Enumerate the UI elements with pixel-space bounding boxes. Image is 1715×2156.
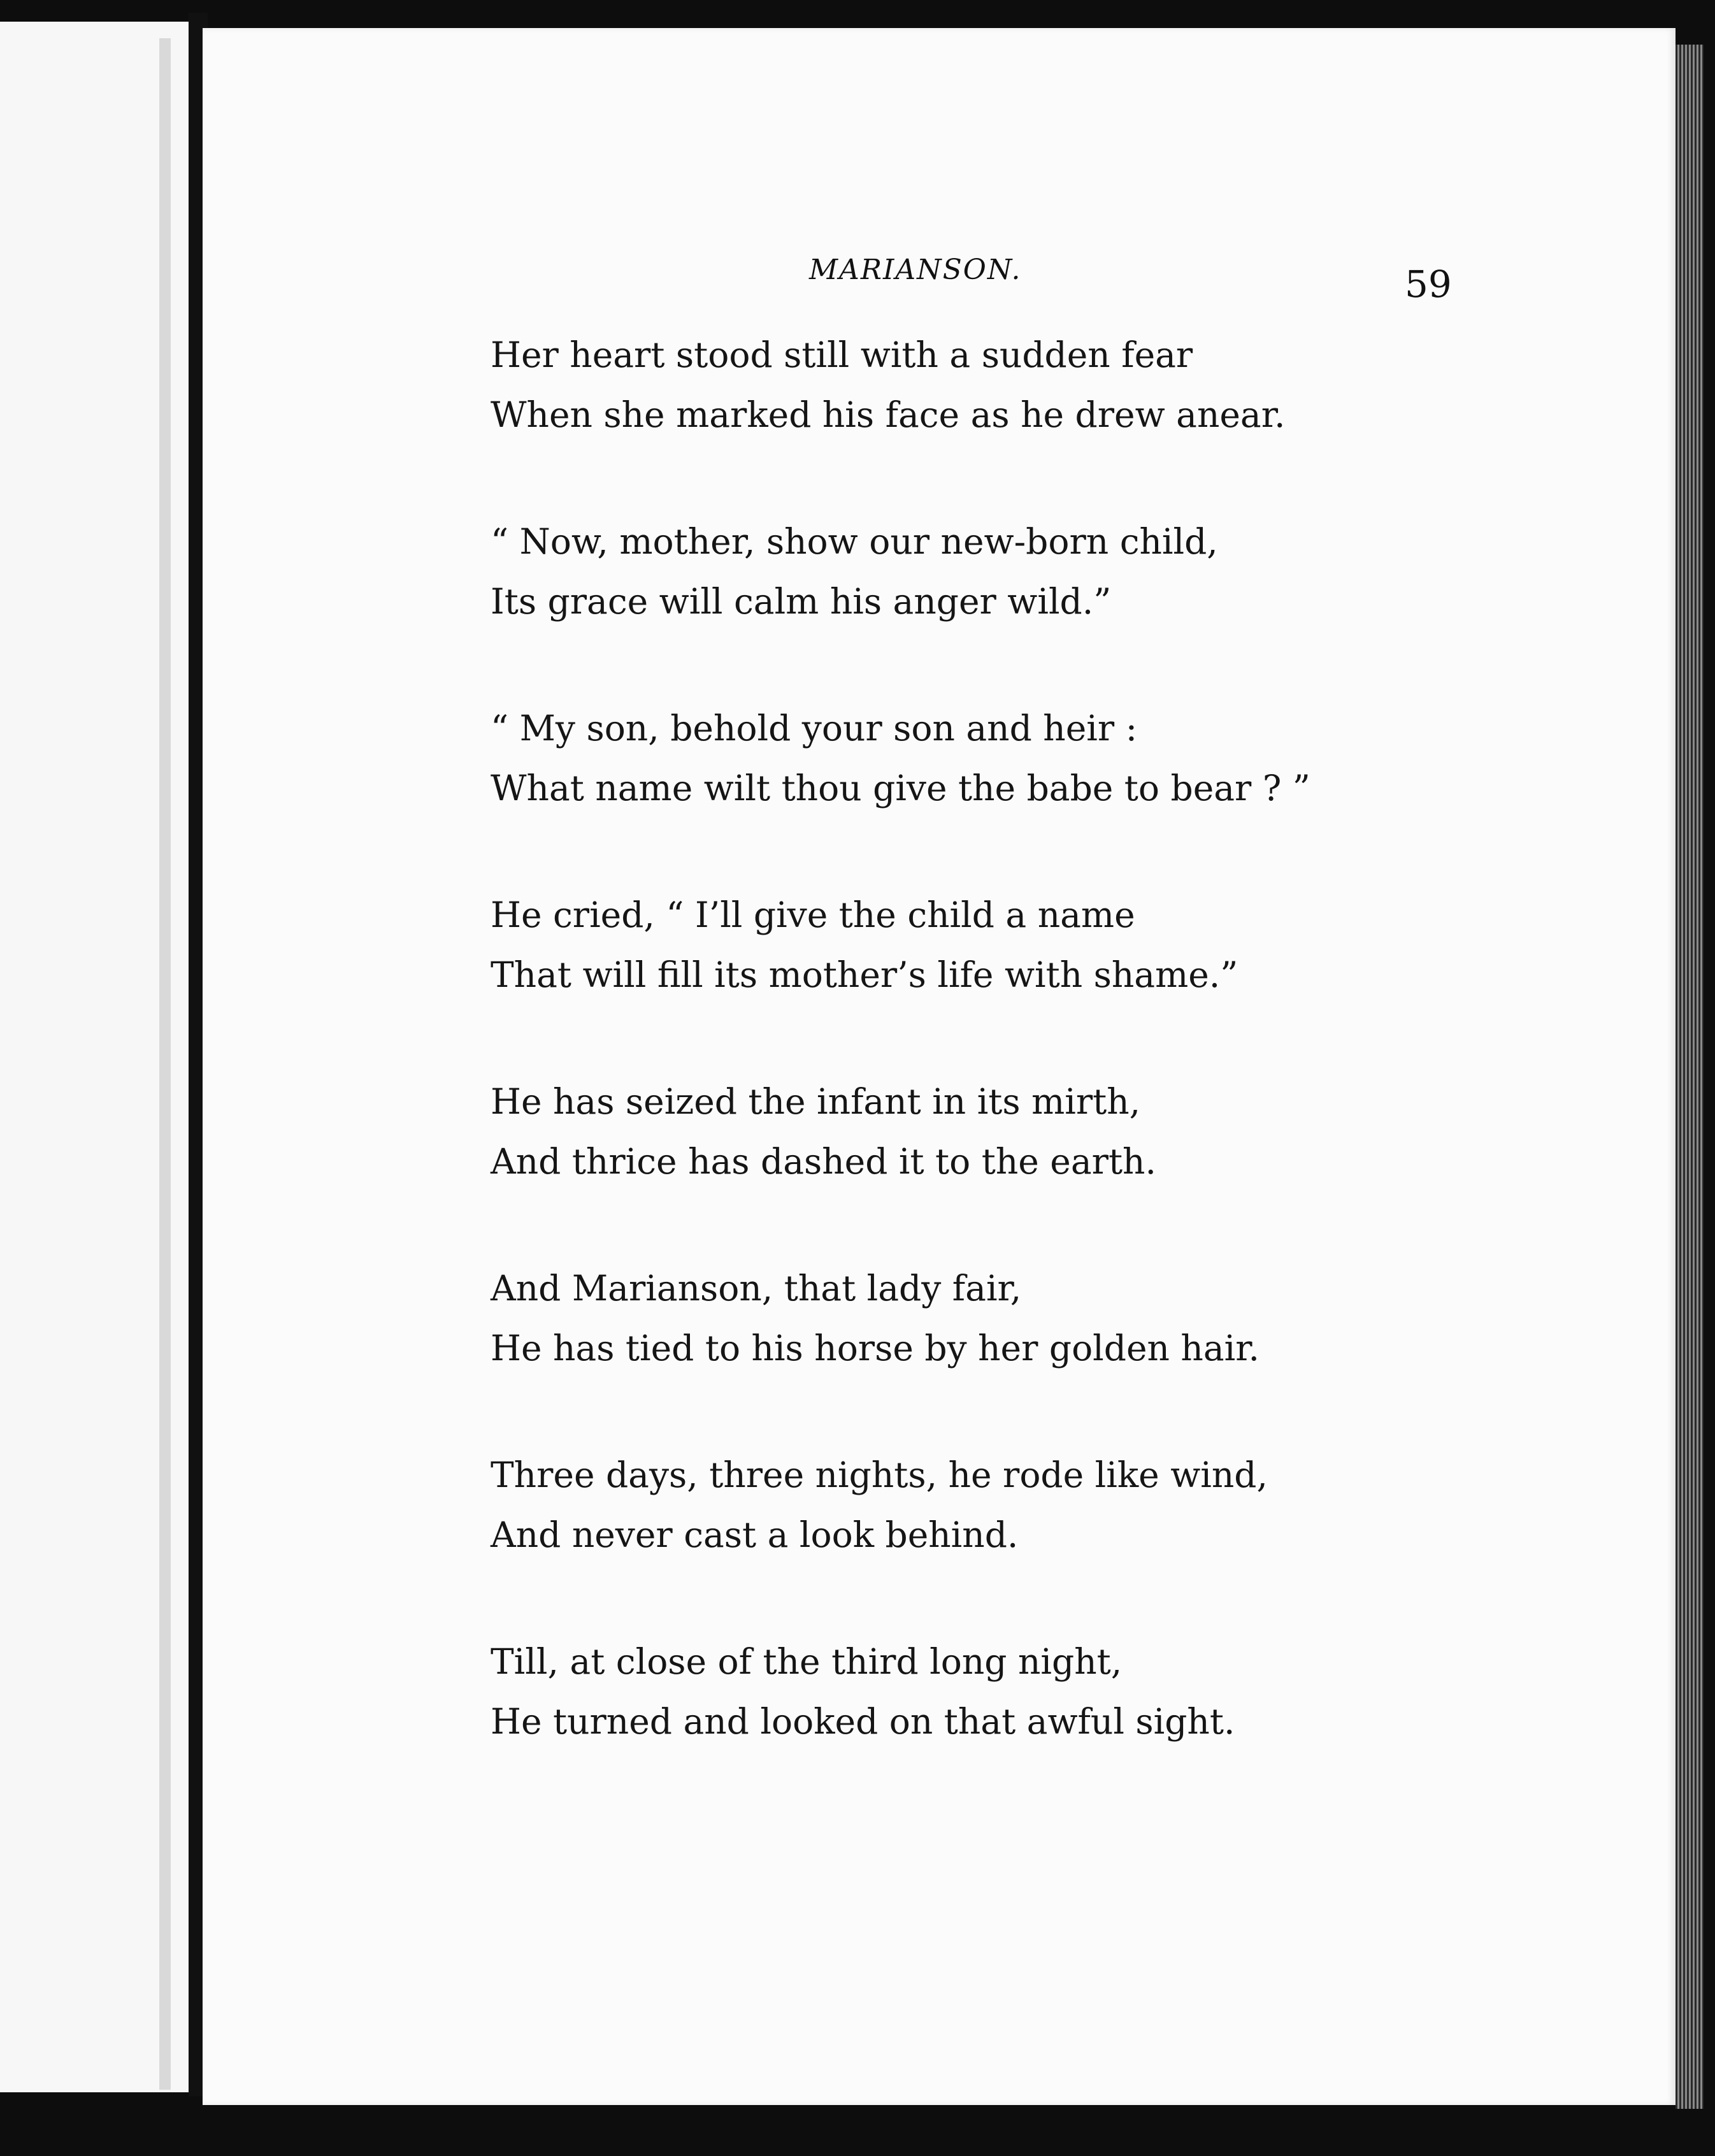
running-head: MARIANSON. xyxy=(809,254,1022,286)
verse-line: Her heart stood still with a sudden fear xyxy=(491,334,1193,375)
verse-line: He has seized the infant in its mirth, xyxy=(491,1081,1141,1122)
stanza xyxy=(491,1445,1382,1565)
stanza xyxy=(491,885,1382,1005)
verse-line: And Marianson, that lady fair, xyxy=(491,1268,1022,1309)
stanza xyxy=(491,512,1382,631)
poem-text xyxy=(491,325,1382,1818)
verse-line: Its grace will calm his anger wild.” xyxy=(491,581,1112,622)
verse-line: He has tied to his horse by her golden hair. xyxy=(491,1328,1259,1369)
verse-line: And thrice has dashed it to the earth. xyxy=(491,1141,1156,1182)
facing-page-edge xyxy=(159,38,171,2090)
stanza xyxy=(491,1258,1382,1378)
verse-line: “ My son, behold your son and heir : xyxy=(491,708,1138,749)
verse-line: What name wilt thou give the babe to bear ? ” xyxy=(491,768,1310,808)
stanza xyxy=(491,325,1382,445)
stanza xyxy=(491,1072,1382,1191)
stanza xyxy=(491,698,1382,818)
page-stack-edge xyxy=(1676,45,1704,2109)
verse-line: Three days, three nights, he rode like wind, xyxy=(491,1455,1268,1495)
page-number: 59 xyxy=(1405,262,1452,306)
stanza xyxy=(491,1632,1382,1751)
verse-line: And never cast a look behind. xyxy=(491,1514,1019,1555)
verse-line: Till, at close of the third long night, xyxy=(491,1641,1123,1682)
verse-line: “ Now, mother, show our new-born child, xyxy=(491,521,1218,562)
verse-line: When she marked his face as he drew anear. xyxy=(491,394,1286,435)
verse-line: He cried, “ I’ll give the child a name xyxy=(491,895,1135,935)
verse-line: That will fill its mother’s life with shame.” xyxy=(491,954,1238,995)
verse-line: He turned and looked on that awful sight. xyxy=(491,1701,1235,1742)
